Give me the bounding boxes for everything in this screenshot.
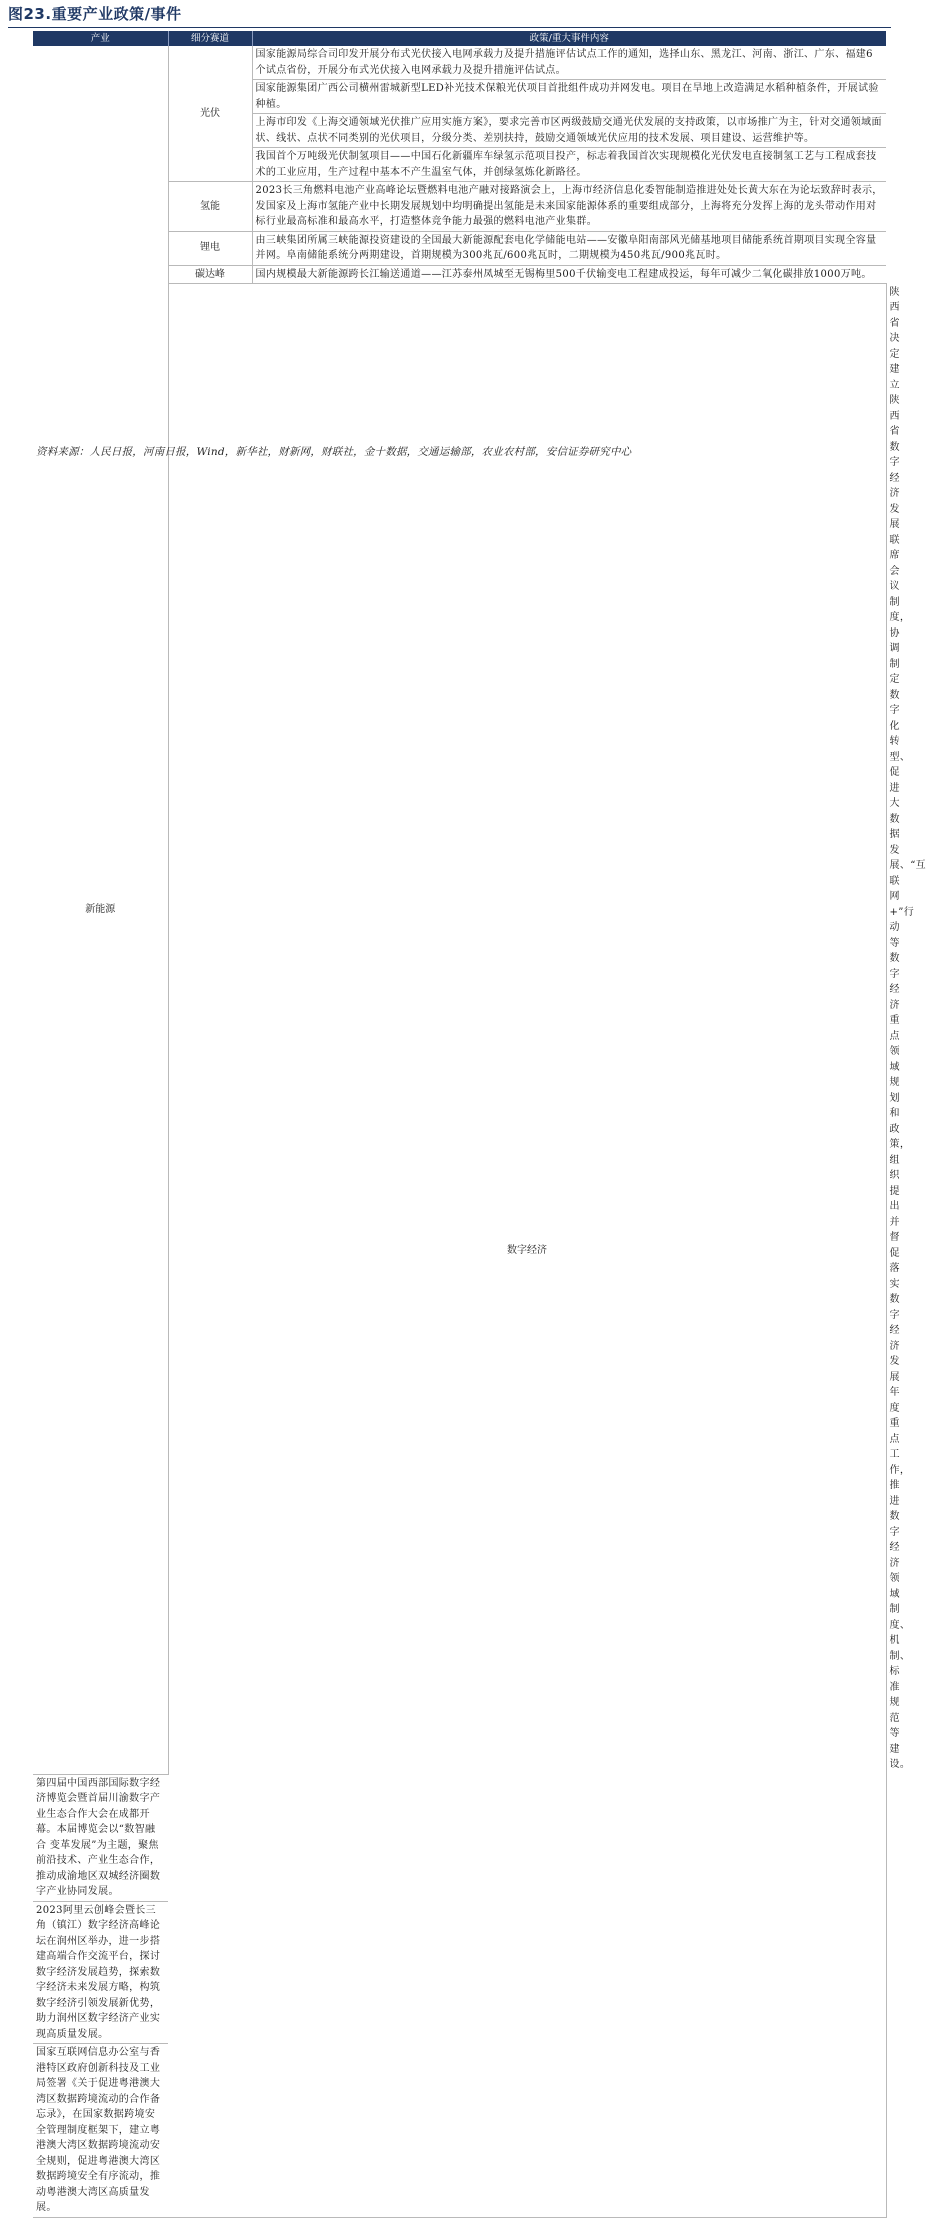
event-cell: 国家能源局综合司印发开展分布式光伏接入电网承载力及提升措施评估试点工作的通知，选择山东、黑龙江、河南、浙江、广东、福建6个试点省份，开展分布式光伏接入电网承载力及提升措施评估试点。: [252, 46, 886, 80]
table-row: 数字经济 陕西省决定建立陕西省数字经济发展联席会议制度，协调制定数字化转型、促进大数据发展、“互联网+”行动等数字经济重点领域规划和政策，组织提出并督促落实数字经济发展年度重点工作，推进数字经济领域制度、机制、标准规范等建设。: [33, 284, 886, 1775]
header-track: 细分赛道: [168, 31, 252, 46]
event-cell: 2023长三角燃料电池产业高峰论坛暨燃料电池产融对接路演会上，上海市经济信息化委智能制造推进处处长黄大东在为论坛致辞时表示，发国家及上海市氢能产业中长期发展规划中均明确提出氢能是未来国家能源体系的重要组成部分，上海将充分发挥上海的龙头带动作用对标行业最高标准和最高水平，打造整体竞争能力最强的燃料电池产业集群。: [252, 182, 886, 232]
event-cell: 国内规模最大新能源跨长江输送通道——江苏泰州凤城至无锡梅里500千伏输变电工程建成投运，每年可减少二氧化碳排放1000万吨。: [252, 265, 886, 284]
track-cell-hydrogen: 氢能: [168, 182, 252, 232]
header-industry: 产业: [33, 31, 168, 46]
source-note: 资料来源：人民日报，河南日报，Wind，新华社，财新网，财联社，金十数据，交通运输部，农业农村部，安信证券研究中心: [36, 446, 632, 458]
title-divider: [8, 27, 891, 28]
event-cell: 我国首个万吨级光伏制氢项目——中国石化新疆库车绿氢示范项目投产，标志着我国首次实现规模化光伏发电直接制氢工艺与工程成套技术的工业应用，生产过程中基本不产生温室气体，并创绿氢炼化新路径。: [252, 148, 886, 182]
track-cell-lithium: 锂电: [168, 231, 252, 265]
event-cell: 国家能源集团广西公司横州雷城新型LED补光技术保粮光伏项目首批组件成功并网发电。项目在旱地上改造满足水稻种植条件，开展试验种植。: [252, 80, 886, 114]
event-cell: 由三峡集团所属三峡能源投资建设的全国最大新能源配套电化学储能电站——安徽阜阳南部风光储基地项目储能系统首期项目实现全容量并网。阜南储能系统分两期建设，首期规模为300兆瓦/600兆瓦时，二期规模为450兆瓦/900兆瓦时。: [252, 231, 886, 265]
event-cell: 国家互联网信息办公室与香港特区政府创新科技及工业局签署《关于促进粤港澳大湾区数据跨境流动的合作备忘录》，在国家数据跨境安全管理制度框架下，建立粤港澳大湾区数据跨境流动安全规则，促进粤港澳大湾区数据跨境安全有序流动，推动粤港澳大湾区高质量发展。: [33, 2044, 168, 2218]
table-header-row: [33, 31, 886, 46]
industry-cell-new-energy: 新能源: [33, 46, 168, 1774]
policy-events-table: [33, 31, 926, 2218]
table-row: [33, 46, 886, 80]
header-content: 政策/重大事件内容: [252, 31, 886, 46]
event-cell: 2023阿里云创峰会暨长三角（镇江）数字经济高峰论坛在润州区举办，进一步搭建高端合作交流平台，探讨数字经济发展趋势，探索数字经济未来发展方略，构筑数字经济引领发展新优势，助力润州区数字经济产业实现高质量发展。: [33, 1901, 168, 2044]
figure-title: 图23.重要产业政策/事件: [8, 5, 182, 23]
event-cell: 第四届中国西部国际数字经济博览会暨首届川渝数字产业生态合作大会在成都开幕。本届博览会以“数智融合 变革发展”为主题，聚焦前沿技术、产业生态合作，推动成渝地区双城经济圈数字产业协同发展。: [33, 1774, 168, 1901]
track-cell-pv: 光伏: [168, 46, 252, 182]
track-cell-carbon-peak: 碳达峰: [168, 265, 252, 284]
event-cell: 上海市印发《上海交通领域光伏推广应用实施方案》，要求完善市区两级鼓励交通光伏发展的支持政策，以市场推广为主，针对交通领域面状、线状、点状不同类别的光伏项目，分级分类、差别扶持，鼓励交通领域光伏应用的技术发展、项目建设、运营维护等。: [252, 114, 886, 148]
industry-cell-digital-economy: 数字经济: [168, 284, 886, 2218]
